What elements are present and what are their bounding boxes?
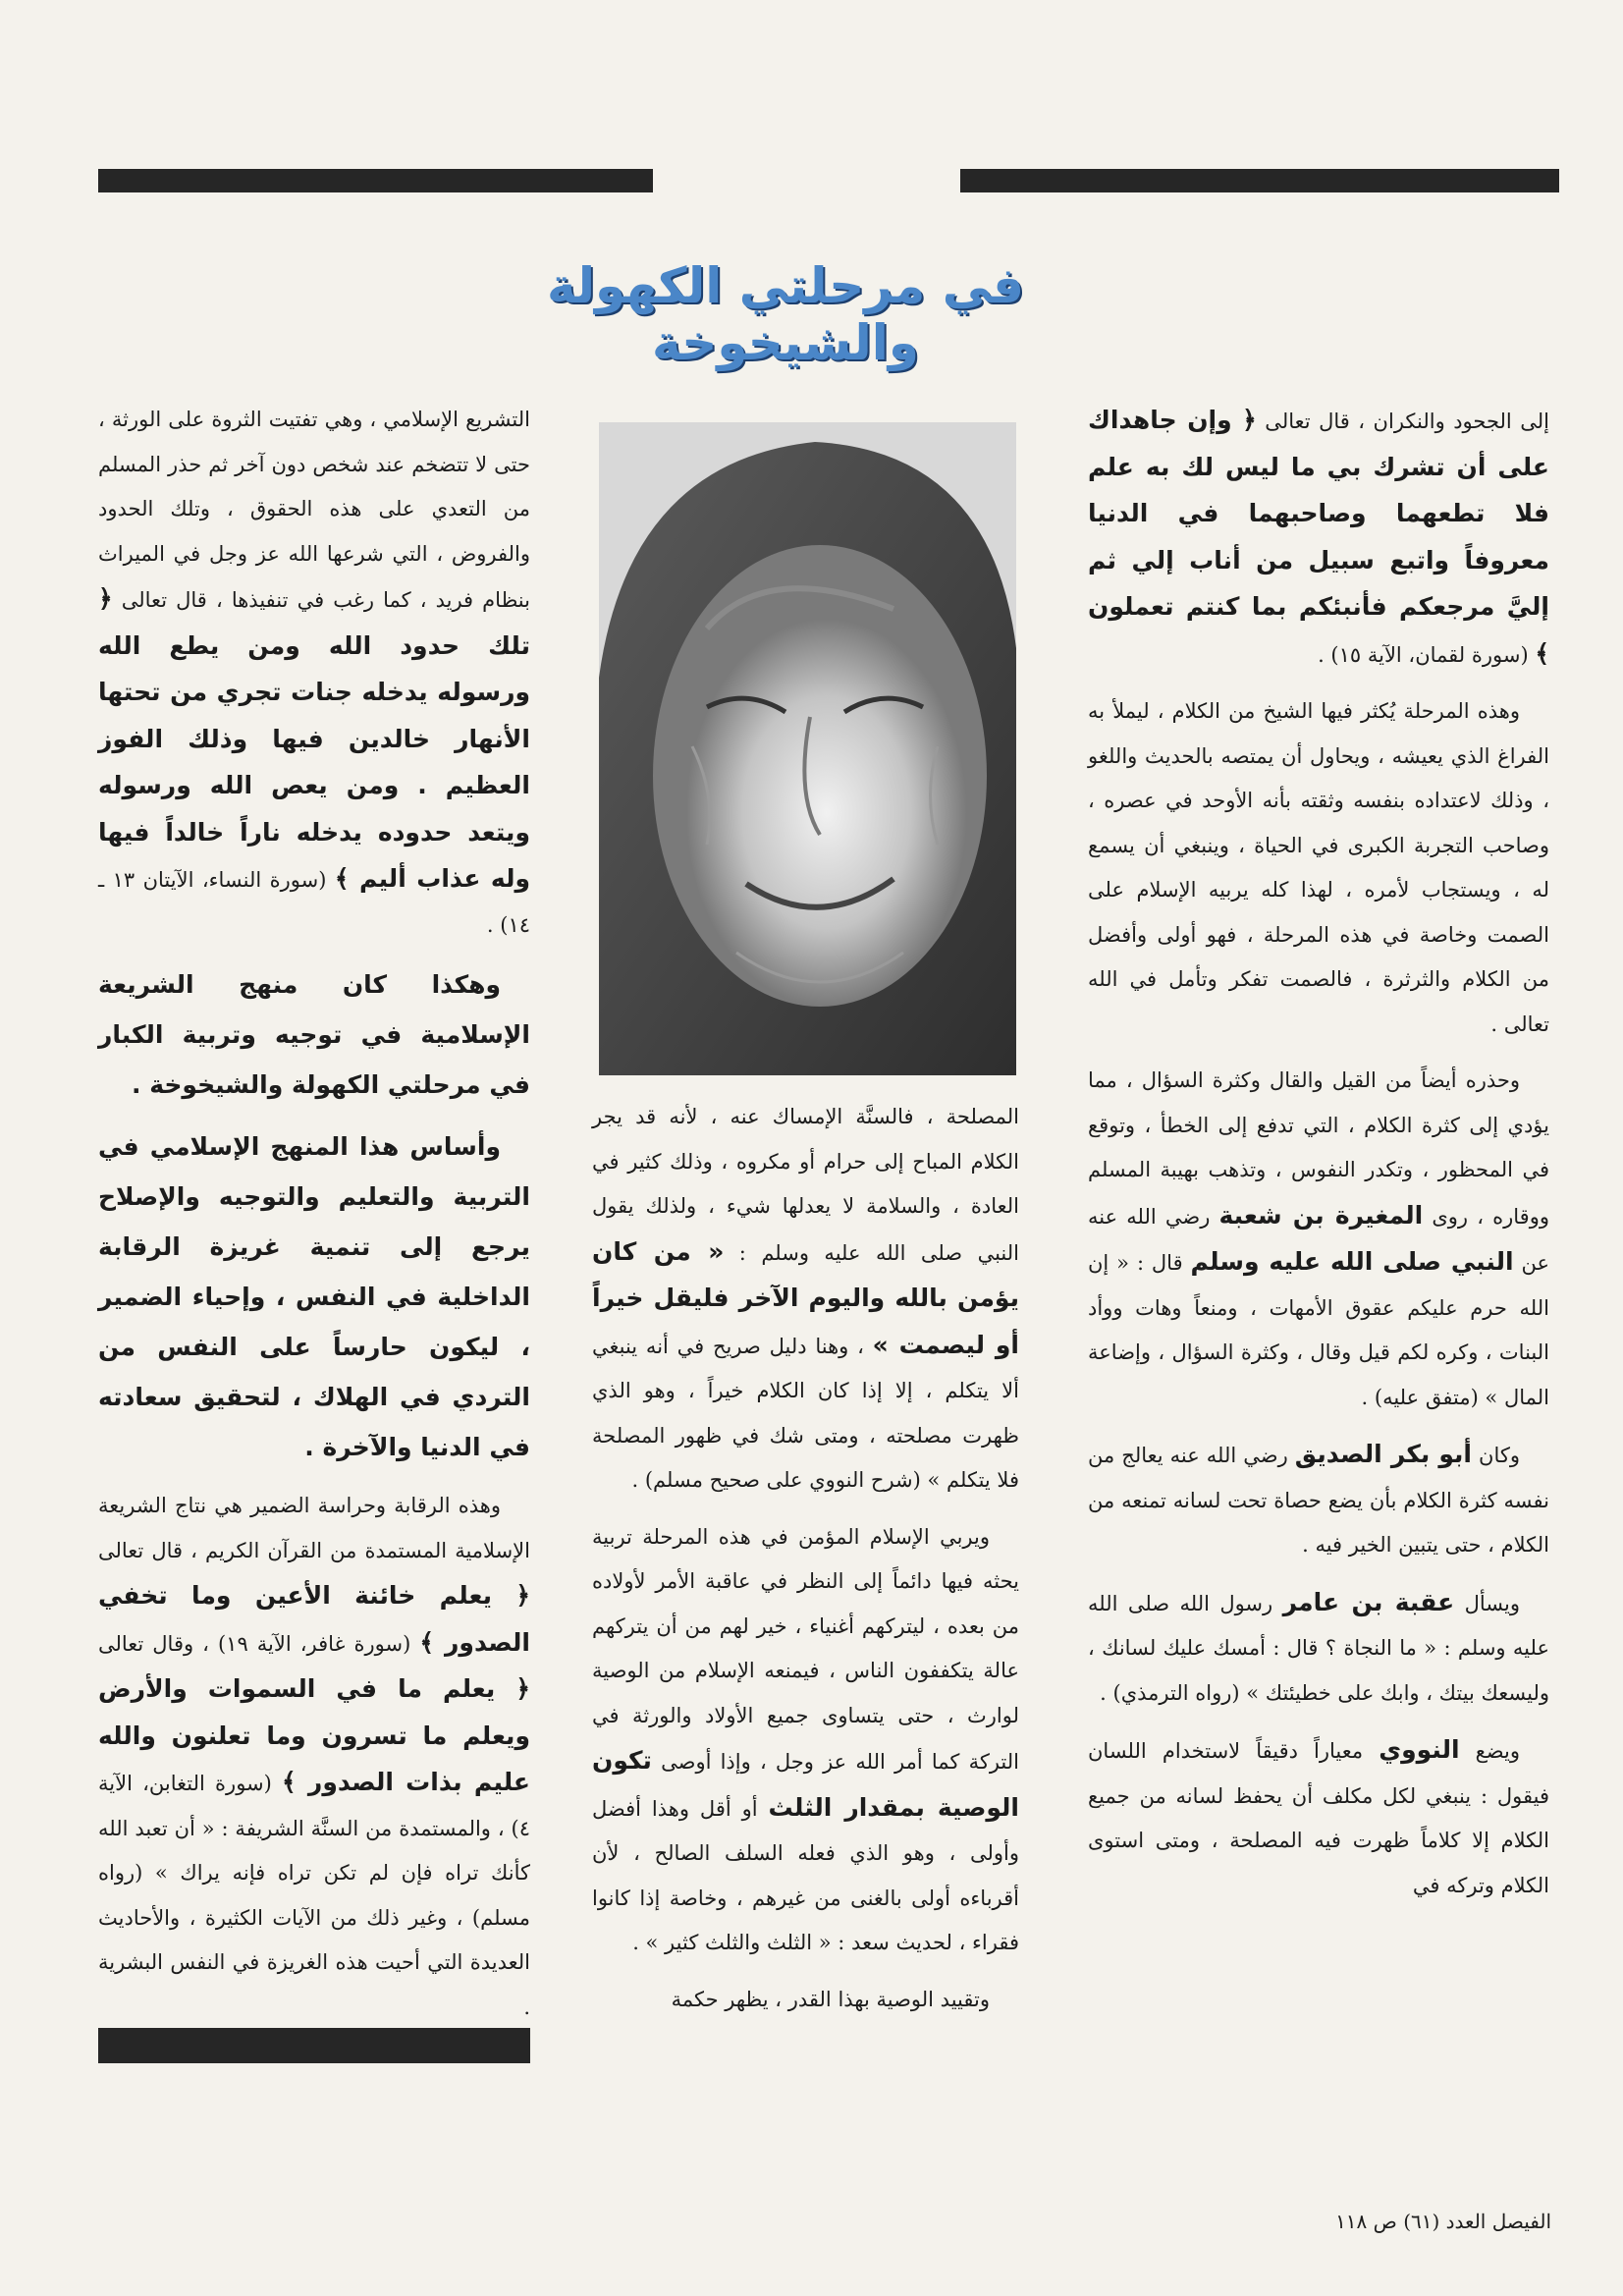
portrait-photo <box>599 422 1016 1075</box>
top-rule-right <box>960 169 1559 192</box>
text-segment: رسول الله صلى الله عليه وسلم : « ما النجاة ؟ قال : أمسك عليك لسانك ، وليسعك بيتك ، وابك على خطيئتك » (رواه الترمذي) . <box>1088 1591 1549 1705</box>
paragraph <box>1088 1727 1549 1908</box>
emphasis-text: النووي <box>1379 1735 1460 1764</box>
text-segment: وهذه الرقابة وحراسة الضمير هي نتاج الشريعة الإسلامية المستمدة من القرآن الكريم ، قال تعالى <box>98 1494 530 1562</box>
paragraph <box>1088 1580 1549 1717</box>
emphasis-text: ﴿ يعلم خائنة الأعين وما تخفي الصدور ﴾ <box>98 1581 530 1657</box>
text-segment: وتقييد الوصية بهذا القدر ، يظهر حكمة <box>671 1987 990 2011</box>
paragraph <box>592 1095 1019 1503</box>
text-segment: (سورة النساء، الآيتان ١٣ ـ ١٤) . <box>98 868 530 937</box>
text-segment: وحذره أيضاً من القيل والقال وكثرة السؤال ، مما يؤدي إلى كثرة الكلام ، التي تدفع إلى الخطأ ، وتوقع في المحظور ، وتكدر النفوس ، وتذهب بهيبة المسلم ووقاره ، روى <box>1088 1068 1549 1229</box>
text-segment: وهذه المرحلة يُكثر فيها الشيخ من الكلام ، ليملأ به الفراغ الذي يعيشه ، ويحاول أن يمتصه بالحديث واللغو ، وذلك لاعتداده بنفسه وثقته بأنه الأوحد في عصره ، وصاحب التجربة الكبرى في الحياة ، وينبغي أن يسمع له ، ويستجاب لأمره ، لهذا كله يربيه الإسلام على الصمت وخاصة في هذه المرحلة ، فهو أولى وأفضل من الكلام والثرثرة ، فالصمت تفكر وتأمل في الله تعالى . <box>1088 699 1549 1036</box>
emphasis-text: المغيرة بن شعبة <box>1218 1200 1424 1230</box>
column-middle <box>592 1095 1019 2087</box>
text-segment: قال : « إن الله حرم عليكم عقوق الأمهات ، ومنعاً وهات ووأد البنات ، وكره لكم قيل وقال ، وكثرة السؤال ، وإضاعة المال » (متفق عليه) . <box>1088 1251 1549 1409</box>
emphasis-text: عقبة بن عامر <box>1282 1587 1455 1616</box>
emphasis-text: ﴿ وإن جاهداك على أن تشرك بي ما ليس لك به علم فلا تطعهما وصاحبهما في الدنيا معروفاً واتبع سبيل من أناب إلي ثم إليَّ مرجعكم فأنبئكم بما كنتم تعملون ﴾ <box>1088 406 1549 668</box>
text-segment: وأساس هذا المنهج الإسلامي في التربية والتعليم والتوجيه والإصلاح يرجع إلى تنمية غريزة الرقابة الداخلية في النفس ، وإحياء الضمير ، ليكون حارساً على النفس من التردي في الهلاك ، لتحقيق سعادته في الدنيا والآخرة . <box>98 1132 530 1461</box>
paragraph <box>98 398 530 948</box>
emphasis-text: النبي صلى الله عليه وسلم <box>1190 1247 1514 1276</box>
page-footer: الفيصل العدد (٦١) ص ١١٨ <box>1335 2210 1551 2233</box>
paragraph <box>592 1515 1019 1966</box>
text-segment: وكان <box>1472 1444 1520 1467</box>
text-segment: التشريع الإسلامي ، وهي تفتيت الثروة على الورثة ، حتى لا تتضخم عند شخص دون آخر ثم حذر المسلم من التعدي على هذه الحقوق ، وتلك الحدود والفروض ، التي شرعها الله عز وجل في الميراث بنظام فريد ، كما رغب في تنفيذها ، قال تعالى <box>98 408 530 612</box>
top-rule-left <box>98 169 653 192</box>
page-title: في مرحلتي الكهولة والشيخوخة <box>546 257 1025 371</box>
emphasis-text: ﴿ تلك حدود الله ومن يطع الله ورسوله يدخله جنات تجري من تحتها الأنهار خالدين فيها وذلك الفوز العظيم . ومن يعص الله ورسوله ويتعد حدوده يدخله ناراً خالداً فيها وله عذاب أليم ﴾ <box>98 584 530 893</box>
paragraph <box>1088 1432 1549 1568</box>
text-segment: ويضع <box>1459 1739 1520 1763</box>
text-segment: رضي الله عنه عن <box>1088 1204 1549 1275</box>
text-segment: وهكذا كان منهج الشريعة الإسلامية في توجيه وتربية الكبار في مرحلتي الكهولة والشيخوخة . <box>98 970 530 1099</box>
column-left <box>98 398 530 2019</box>
column-right <box>1088 398 1549 2087</box>
text-segment: إلى الجحود والنكران ، قال تعالى <box>1256 410 1549 433</box>
text-segment: (سورة التغابن، الآية ٤) ، والمستمدة من السنَّة الشريفة : « أن تعبد الله كأنك تراه فإن لم تكن تراه فإنه يراك » (رواه مسلم) ، وغير ذلك من الآيات الكثيرة ، والأحاديث العديدة التي أحيت هذه الغريزة في النفس البشرية . <box>98 1772 530 2019</box>
text-segment: المصلحة ، فالسنَّة الإمساك عنه ، لأنه قد يجر الكلام المباح إلى حرام أو مكروه ، وذلك كثير في العادة ، والسلامة لا يعدلها شيء ، ولذلك يقول النبي صلى الله عليه وسلم : <box>592 1105 1019 1265</box>
emphasis-text: أبو بكر الصديق <box>1294 1440 1472 1468</box>
paragraph <box>98 1484 530 2030</box>
text-segment: معياراً دقيقاً لاستخدام اللسان فيقول : ينبغي لكل مكلف أن يحفظ لسانه من جميع الكلام إلا كلاماً ظهرت فيه المصلحة ، ومتى استوى الكلام وتركه في <box>1088 1739 1549 1897</box>
emphasis-text: « من كان يؤمن بالله واليوم الآخر فليقل خيراً أو ليصمت » <box>592 1236 1019 1359</box>
paragraph <box>1088 398 1549 678</box>
paragraph <box>1088 689 1549 1047</box>
elderly-woman-portrait-image <box>599 422 1016 1075</box>
emphasis-text: تكون الوصية بمقدار الثلث <box>592 1746 1019 1822</box>
text-segment: ، وهنا دليل صريح في أنه ينبغي ألا يتكلم ، إلا إذا كان الكلام خيراً ، وهو الذي ظهرت مصلحته ، ومتى شك في ظهور المصلحة فلا يتكلم » (شرح النووي على صحيح مسلم) . <box>592 1334 1019 1492</box>
emphasis-text: ﴿ يعلم ما في السموات والأرض ويعلم ما تسرون وما تعلنون والله عليم بذات الصدور ﴾ <box>98 1674 530 1796</box>
text-segment: ويربي الإسلام المؤمن في هذه المرحلة تربية يحثه فيها دائماً إلى النظر في عاقبة الأمر لأولاده من بعده ، ليتركهم أغنياء ، خير لهم من أن يتركهم عالة يتكففون الناس ، فيمنعه الإسلام من الوصية لوارث ، حتى يتساوى جميع الأولاد والورثة في التركة كما أمر الله عز وجل ، وإذا أوصى <box>592 1524 1019 1774</box>
text-segment: أو أقل وهذا أفضل وأولى ، وهو الذي فعله السلف الصالح ، لأن أقرباءه أولى بالغنى من غيرهم ، وخاصة إذا كانوا فقراء ، لحديث سعد : « الثلث والثلث كثير » . <box>592 1796 1019 1954</box>
paragraph <box>98 1121 530 1472</box>
bottom-rule-left <box>98 2028 530 2063</box>
paragraph <box>98 959 530 1110</box>
text-segment: (سورة لقمان، الآية ١٥) . <box>1318 642 1536 667</box>
text-segment: رضي الله عنه يعالج من نفسه كثرة الكلام بأن يضع حصاة تحت لسانه تمنعه من الكلام ، حتى يتبين الخير فيه . <box>1088 1444 1549 1557</box>
text-segment: (سورة غافر، الآية ١٩) ، وقال تعالى <box>98 1631 420 1656</box>
text-segment: ويسأل <box>1454 1591 1520 1615</box>
paragraph <box>1088 1059 1549 1420</box>
paragraph <box>592 1978 1019 2023</box>
